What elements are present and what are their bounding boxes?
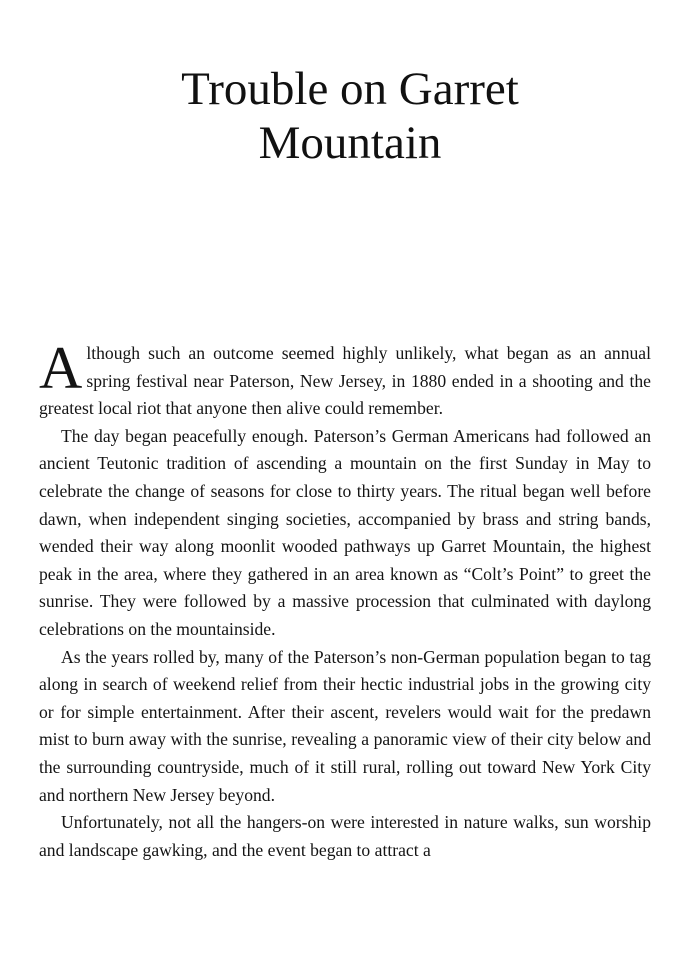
paragraph-1 (39, 335, 651, 423)
paragraph-2: The day began peacefully enough. Paterson’s German Americans had followed an ancient Teutonic tradition of ascending a mountain on the first Sunday in May to celebrate the change of seasons for close to thirty years. The ritual began well before dawn, when independent singing societies, accompanied by brass and string bands, wended their way along moonlit wooded pathways up Garret Mountain, the highest peak in the area, where they gathered in an area known as “Colt’s Point” to greet the sunrise. They were followed by a massive procession that culminated with daylong celebrations on the mountainside. (39, 425, 651, 639)
paragraph-3: As the years rolled by, many of the Paterson’s non-German population began to tag along in search of weekend relief from their hectic industrial jobs in the growing city or for simple entertainment. After their ascent, revelers would wait for the predawn mist to burn away with the sunrise, revealing a panoramic view of their city below and the surrounding countryside, much of it still rural, rolling out toward New York City and northern New Jersey beyond. (39, 646, 651, 805)
chapter-body (39, 335, 651, 864)
paragraph-4: Unfortunately, not all the hangers-on were interested in nature walks, sun worship and landscape gawking, and the event began to attract a (39, 812, 651, 860)
paragraph-1-text: lthough such an outcome seemed highly unlikely, what began as an annual spring festival near Paterson, New Jersey, in 1880 ended in a shooting and the greatest local riot that anyone then alive could remember. (39, 343, 651, 419)
chapter-title-line-2: Mountain (258, 117, 442, 169)
chapter-title-line-1: Trouble on Garret (181, 63, 519, 115)
chapter-title (0, 62, 700, 170)
drop-cap: A (39, 335, 83, 401)
